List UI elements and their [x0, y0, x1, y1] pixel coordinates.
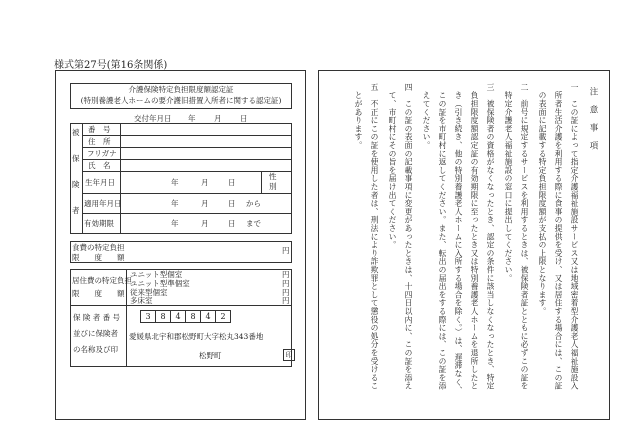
food-cost-label-line1: 食費の特定負担 [72, 243, 125, 252]
expiry-year: 年 [171, 219, 179, 228]
insurer-number-digit-5: 4 [200, 310, 216, 323]
seal-stamp: 印 [283, 349, 295, 361]
field-number-label: 番 号 [88, 125, 111, 134]
room-type-multi-bed-yen: 円 [282, 296, 290, 305]
issue-date-label: 交付年月日 [134, 114, 172, 123]
form-number-label: 様式第27号(第16条関係) [54, 60, 168, 71]
birth-day: 日 [228, 178, 236, 187]
issue-date-day: 日 [240, 114, 248, 123]
sex-label-char-1: 性 [269, 172, 277, 181]
notes-column-14: とがあります。 [354, 83, 363, 150]
room-type-conventional-private: 従来型個室 [130, 288, 168, 297]
certificate-page [55, 70, 611, 422]
notes-panel [318, 70, 610, 420]
insured-label-char-4: 者 [72, 206, 80, 215]
field-expiry-label: 有効期限 [84, 219, 114, 228]
insurer-number-digit-3: 4 [170, 310, 186, 323]
insurer-number-digit-4: 8 [185, 310, 201, 323]
issue-date-month: 月 [214, 114, 222, 123]
notes-column-4: 二 前号に規定するサービスを利用するときは、被保険者証とともに必ずこの証を [520, 83, 529, 391]
field-applicable-date-label: 適用年月日 [84, 199, 122, 208]
field-name-label: 氏 名 [88, 161, 111, 170]
notes-column-3: の表面に記載する特定負担限度額が支払の上限となります。 [538, 83, 547, 316]
insurer-address: 愛媛県北宇和郡松野町大字松丸343番地 [129, 332, 264, 341]
field-birth-date-label: 生年月日 [85, 178, 115, 187]
notes-column-1: 一 この証によって指定介護福祉施設サービス又は地域密着型介護老人福祉施設入 [570, 83, 579, 391]
applicable-year: 年 [171, 199, 179, 208]
room-type-unit-private-yen: 円 [282, 270, 290, 279]
field-address-label: 住 所 [88, 137, 111, 146]
sex-label-char-2: 別 [269, 182, 277, 191]
notes-heading: 注 意 事 項 [588, 87, 598, 150]
room-type-conventional-private-yen: 円 [282, 288, 290, 297]
insurer-number-digit-1: 3 [140, 310, 156, 323]
field-furigana-label: フリガナ [87, 149, 117, 158]
insurer-name: 松野町 [199, 351, 222, 360]
insured-label-char-3: 険 [72, 180, 80, 189]
certificate-title-box [70, 83, 292, 109]
notes-column-8: き（引き続き、他の特別養護老人ホームに入所する場合を除く。）は、遅滞なく、 [454, 83, 463, 395]
room-type-unit-semi-private-yen: 円 [282, 279, 290, 288]
birth-year: 年 [171, 178, 179, 187]
insurer-label-line1: 保 険 者 番 号 [73, 313, 121, 322]
insured-label-char-2: 保 [72, 154, 80, 163]
insurer-label-line3: の名称及び印 [73, 345, 118, 354]
notes-column-9: この証を市町村に返してください。また、転出の届出をする際には、この証を添 [438, 83, 447, 391]
expiry-until: まで [246, 219, 261, 228]
issue-date-year: 年 [188, 114, 196, 123]
residence-cost-label-line2: 限 度 額 [72, 289, 125, 298]
insurer-number-digit-2: 8 [155, 310, 171, 323]
notes-column-12: て、市町村にその旨を届け出てください。 [388, 83, 397, 249]
certificate-card [55, 70, 306, 420]
certificate-title: 介護保険特定負担限度額認定証 [128, 85, 234, 94]
applicable-month: 月 [201, 199, 209, 208]
residence-cost-label-line1: 居住費の特定負担 [72, 276, 132, 285]
notes-column-2: 所者生活介護を利用する際に食事の提供を受け、又は居住する場合には、この証 [554, 83, 563, 391]
notes-column-10: えてください。 [422, 83, 431, 150]
certificate-subtitle: (特別養護老人ホームの要介護旧措置入所者に関する認定証) [80, 96, 282, 105]
food-cost-label-line2: 限 度 額 [72, 253, 125, 262]
notes-column-11: 四 この証の表面の記載事項に変更があったときは、十四日以内に、この証を添え [404, 83, 413, 391]
notes-column-6: 三 被保険者の資格がなくなったとき、認定の条件に該当しなくなったとき、特定 [486, 83, 495, 391]
applicable-from: から [246, 199, 261, 208]
notes-column-5: 特定介護老人福祉施設の窓口に提出してください。 [504, 83, 513, 283]
room-type-unit-semi-private: ユニット型準個室 [130, 279, 190, 288]
food-cost-yen: 円 [282, 246, 290, 255]
expiry-month: 月 [201, 219, 209, 228]
expiry-day: 日 [228, 219, 236, 228]
room-type-unit-private: ユニット型個室 [130, 270, 183, 279]
room-type-multi-bed: 多床室 [130, 296, 153, 305]
birth-month: 月 [201, 178, 209, 187]
insurer-number-digit-6: 2 [215, 310, 231, 323]
notes-column-13: 五 不正にこの証を使用した者は、刑法により詐欺罪として懲役の処分を受けるこ [370, 83, 379, 391]
notes-column-7: 負担限度額認定証の有効期限に至ったとき又は特別養護老人ホームを退所したと [470, 83, 479, 391]
insurer-label-line2: 並びに保険者 [73, 329, 118, 338]
applicable-day: 日 [228, 199, 236, 208]
insured-label-char-1: 被 [72, 128, 80, 137]
